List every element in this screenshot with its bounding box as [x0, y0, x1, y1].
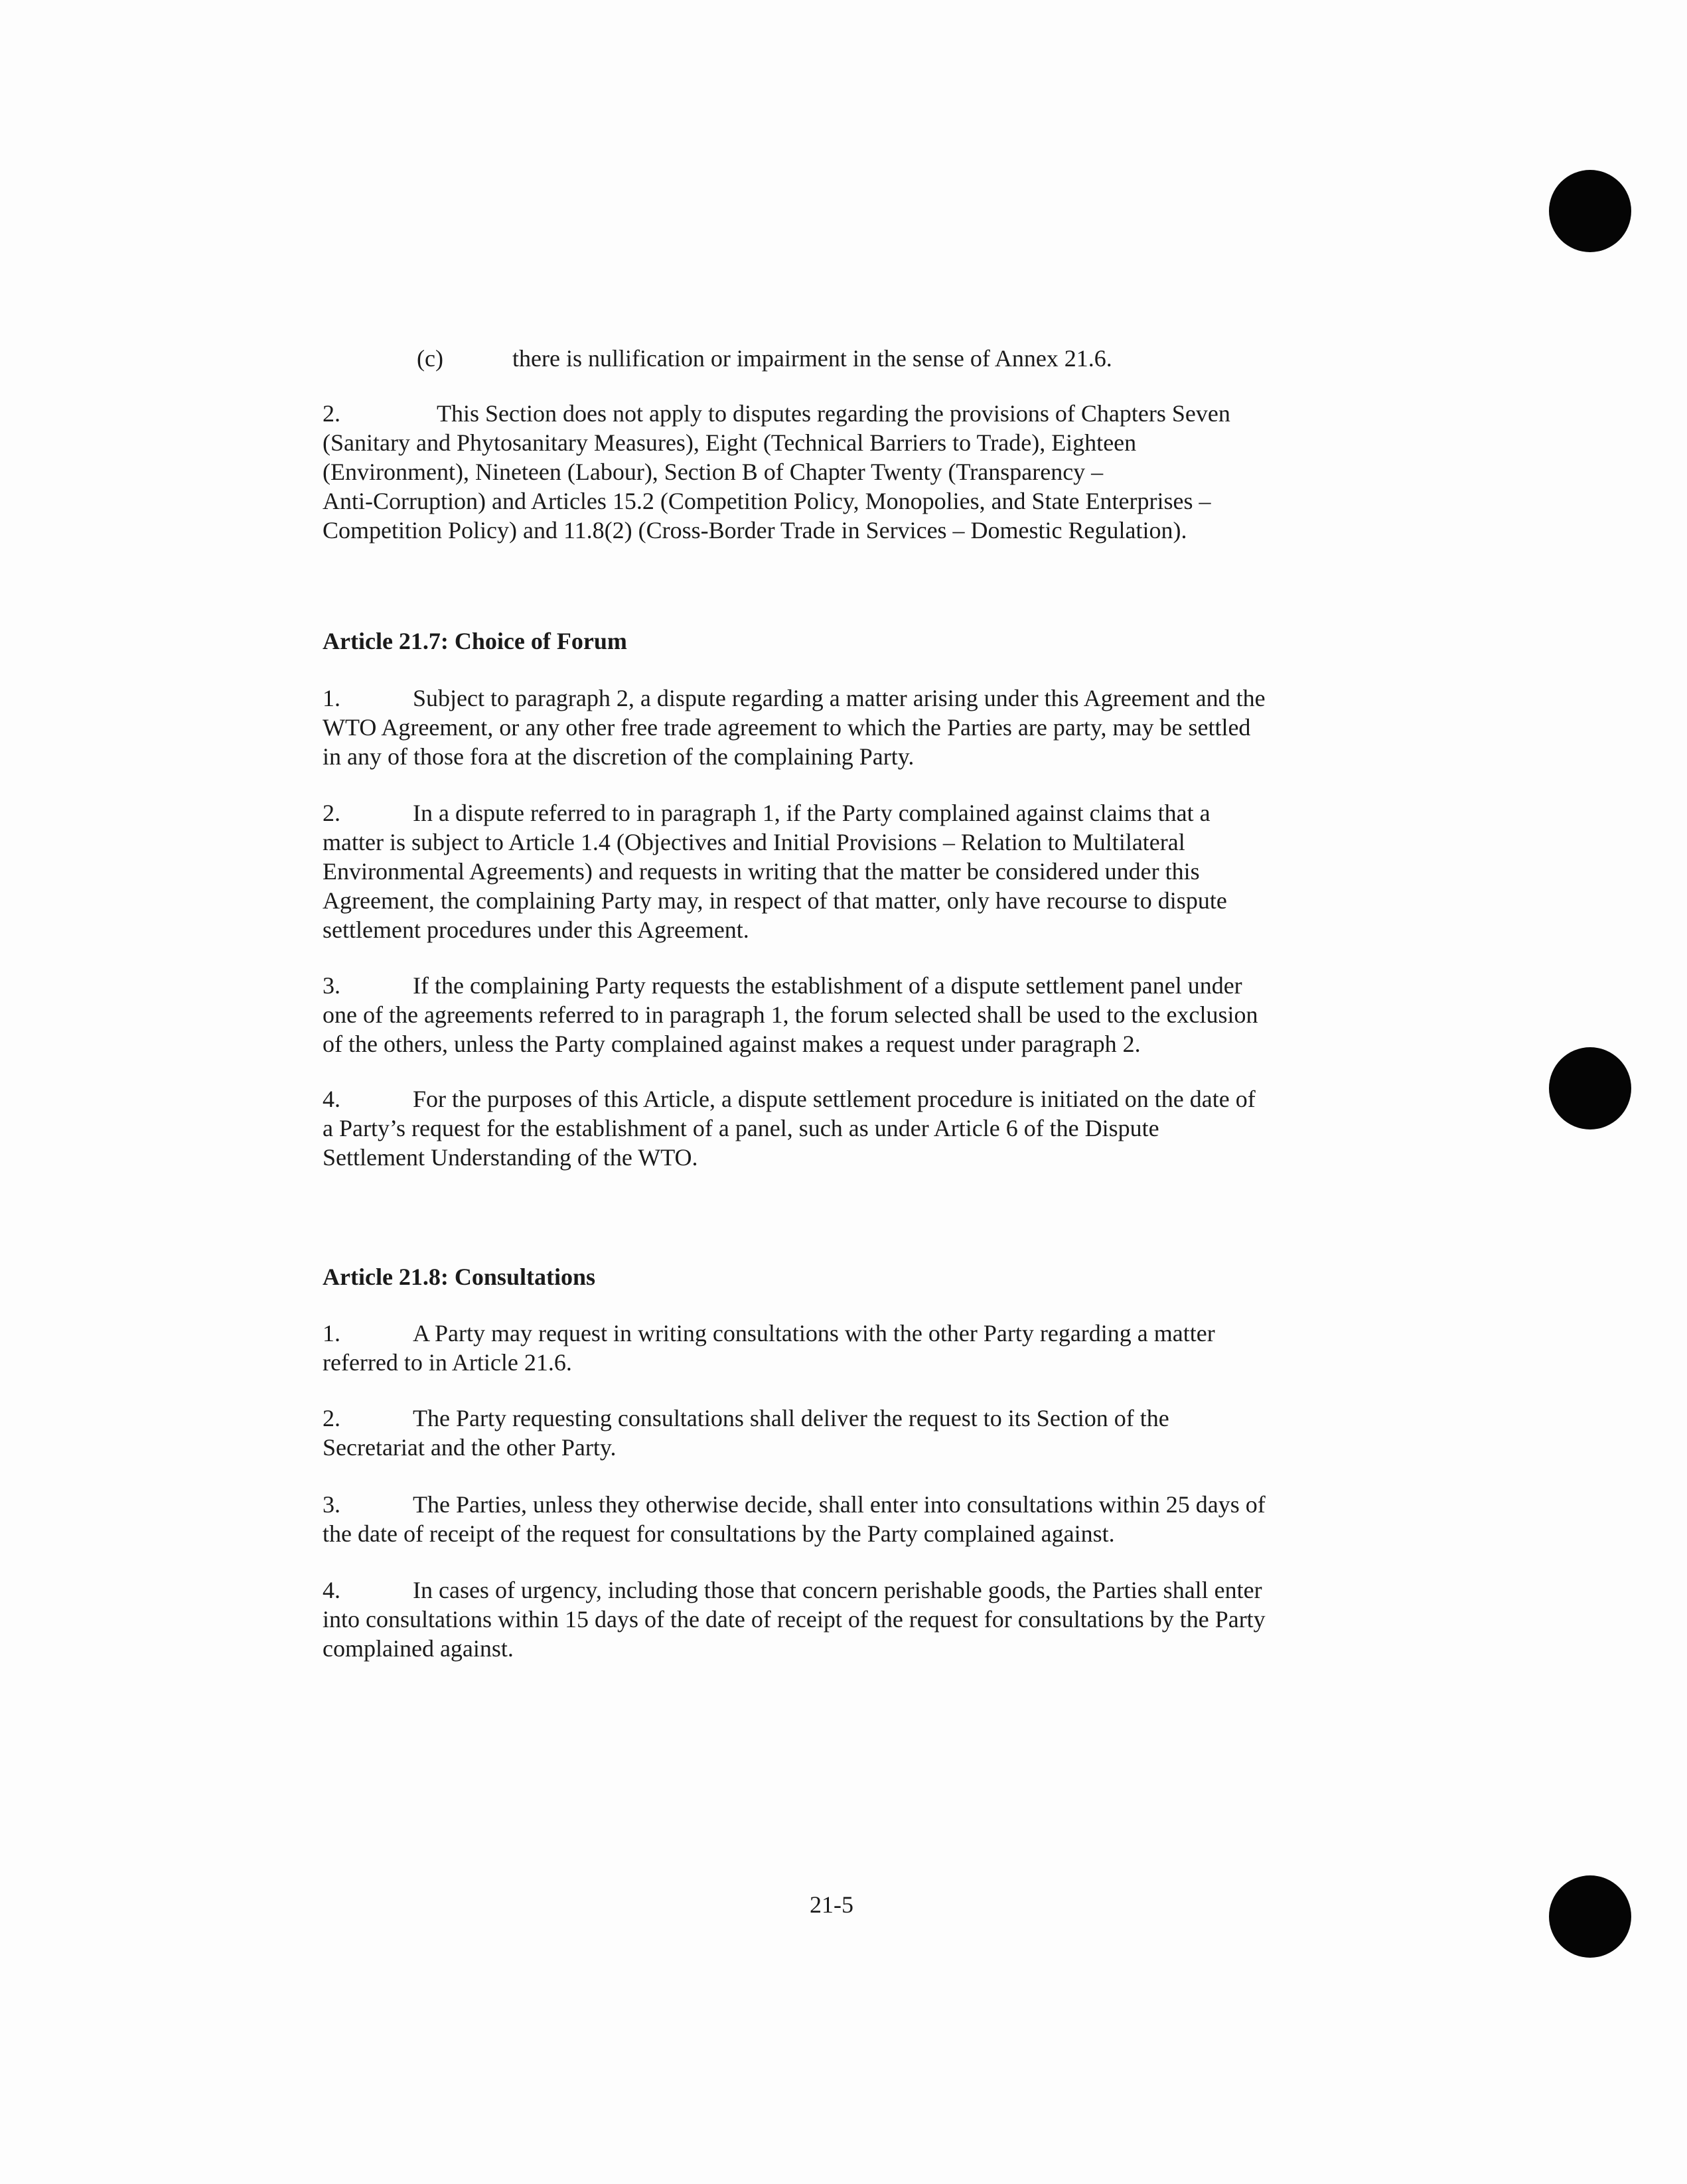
paragraph-line: complained against. [323, 1635, 514, 1662]
article-21-8-paragraph-4 [323, 1575, 1358, 1663]
article-21-8-paragraph-2 [323, 1404, 1358, 1462]
paragraph-number: 3. [323, 972, 340, 999]
article-21-7-paragraph-3 [323, 971, 1358, 1058]
paragraph-number: 2. [323, 1405, 340, 1431]
paragraph-number: 4. [323, 1577, 340, 1603]
paragraph-line: one of the agreements referred to in paragraph 1, the forum selected shall be used to the exclusion [323, 1001, 1258, 1028]
paragraph-line: a Party’s request for the establishment of a panel, such as under Article 6 of the Dispute [323, 1115, 1159, 1141]
page-number: 21-5 [810, 1891, 853, 1918]
paragraph-line: Competition Policy) and 11.8(2) (Cross-Border Trade in Services – Domestic Regulation). [323, 517, 1187, 544]
paragraph-line: 2. In a dispute referred to in paragraph 1, if the Party complained against claims that a [323, 800, 1210, 826]
paragraph-line: 3. The Parties, unless they otherwise decide, shall enter into consultations within 25 days of [323, 1491, 1266, 1518]
paragraph-line: Anti-Corruption) and Articles 15.2 (Competition Policy, Monopolies, and State Enterprises – [323, 488, 1211, 514]
paragraph-number: 3. [323, 1491, 340, 1518]
article-21-8-paragraph-1 [323, 1319, 1358, 1377]
paragraph-line: 2. The Party requesting consultations shall deliver the request to its Section of the [323, 1405, 1169, 1431]
paragraph-number: 1. [323, 1320, 340, 1347]
section-paragraph-2 [323, 399, 1358, 545]
paragraph-line: 3. If the complaining Party requests the establishment of a dispute settlement panel under [323, 972, 1242, 999]
paragraph-line: in any of those fora at the discretion of the complaining Party. [323, 743, 915, 770]
paragraph-line: 1. Subject to paragraph 2, a dispute regarding a matter arising under this Agreement and the [323, 685, 1266, 711]
paragraph-line: referred to in Article 21.6. [323, 1349, 572, 1376]
paragraph-number: 2. [323, 800, 340, 826]
paragraph-number: 1. [323, 685, 340, 711]
paragraph-line: 4. For the purposes of this Article, a dispute settlement procedure is initiated on the date of [323, 1086, 1256, 1112]
paragraph-line: of the others, unless the Party complained against makes a request under paragraph 2. [323, 1031, 1141, 1057]
paragraph-line: WTO Agreement, or any other free trade agreement to which the Parties are party, may be settled [323, 714, 1251, 741]
article-21-7-heading: Article 21.7: Choice of Forum [323, 628, 627, 654]
paragraph-line: 2. This Section does not apply to disputes regarding the provisions of Chapters Seven [323, 400, 1230, 427]
item-c-label: (c) [417, 345, 443, 372]
punch-hole-bottom [1549, 1875, 1631, 1958]
paragraph-number: 4. [323, 1086, 340, 1112]
paragraph-line: matter is subject to Article 1.4 (Objectives and Initial Provisions – Relation to Multilateral [323, 829, 1185, 855]
paragraph-line: settlement procedures under this Agreement. [323, 916, 749, 943]
article-21-7-paragraph-1 [323, 684, 1358, 771]
paragraph-line: the date of receipt of the request for consultations by the Party complained against. [323, 1520, 1115, 1547]
paragraph-line: Secretariat and the other Party. [323, 1434, 617, 1461]
punch-hole-top [1549, 170, 1631, 252]
item-c-text: there is nullification or impairment in the sense of Annex 21.6. [512, 345, 1112, 372]
article-21-7-paragraph-2 [323, 798, 1358, 944]
paragraph-line: 1. A Party may request in writing consultations with the other Party regarding a matter [323, 1320, 1215, 1347]
paragraph-line: Agreement, the complaining Party may, in respect of that matter, only have recourse to dispute [323, 887, 1227, 914]
paragraph-line: Environmental Agreements) and requests in writing that the matter be considered under this [323, 858, 1200, 885]
paragraph-number: 2. [323, 400, 340, 427]
paragraph-line: Settlement Understanding of the WTO. [323, 1144, 698, 1171]
paragraph-line: 4. In cases of urgency, including those that concern perishable goods, the Parties shall enter [323, 1577, 1262, 1603]
article-21-7-paragraph-4 [323, 1084, 1358, 1172]
article-21-8-heading: Article 21.8: Consultations [323, 1264, 595, 1290]
article-21-8-paragraph-3 [323, 1490, 1358, 1548]
paragraph-line: (Sanitary and Phytosanitary Measures), Eight (Technical Barriers to Trade), Eighteen [323, 429, 1137, 456]
punch-hole-middle [1549, 1047, 1631, 1129]
paragraph-line: (Environment), Nineteen (Labour), Section B of Chapter Twenty (Transparency – [323, 459, 1104, 485]
paragraph-line: into consultations within 15 days of the date of receipt of the request for consultations by the Party [323, 1606, 1266, 1633]
